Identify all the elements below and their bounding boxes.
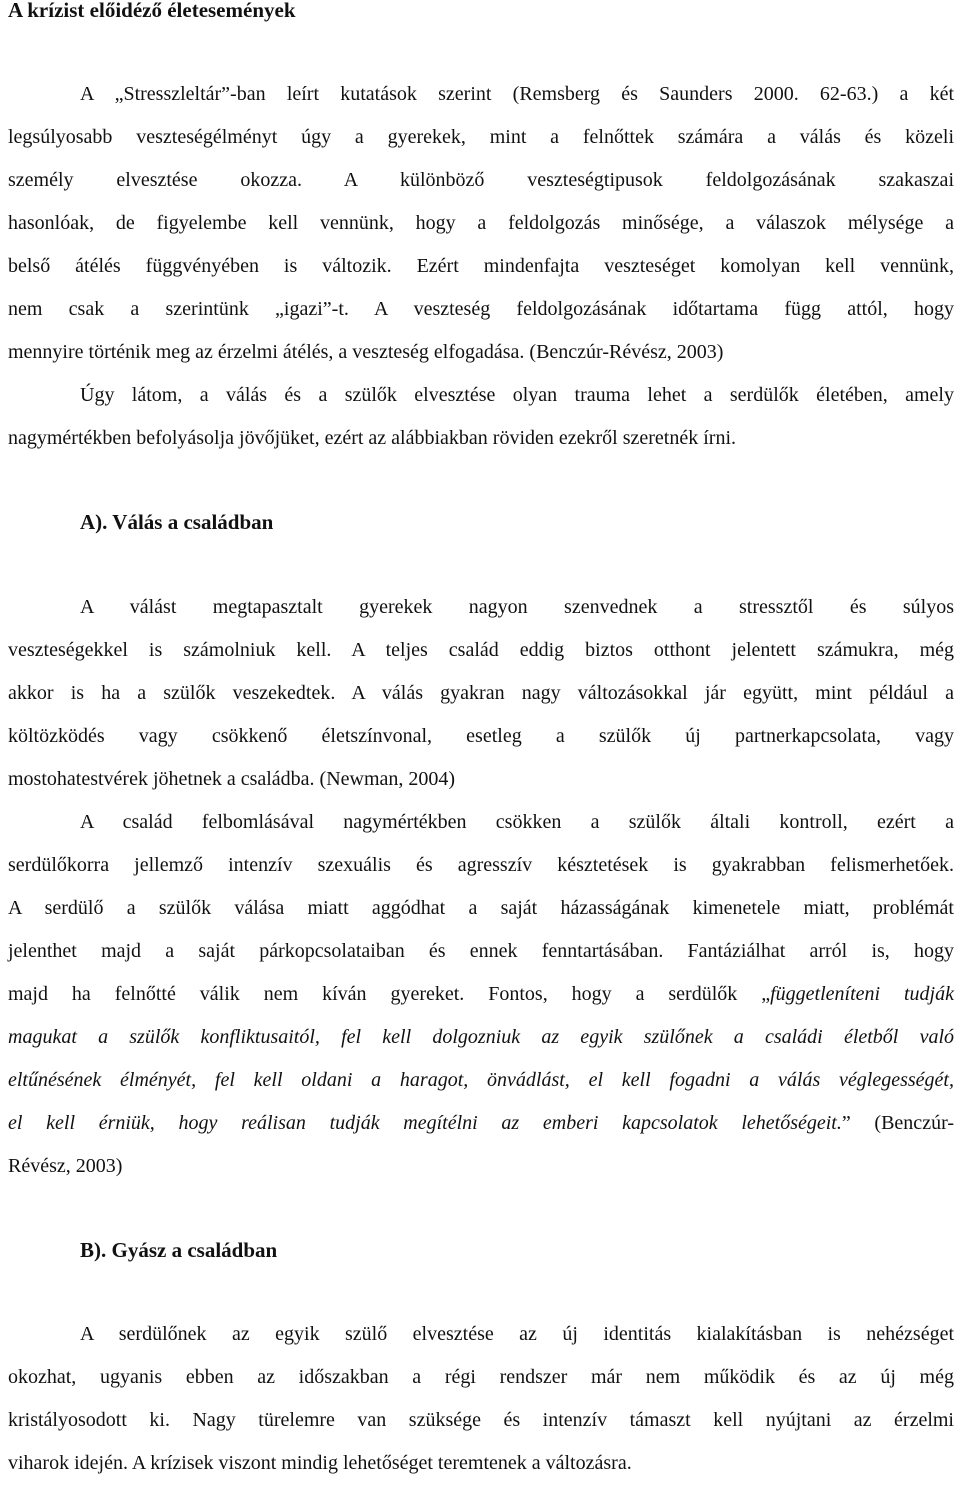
section-a-heading: [80, 509, 273, 535]
paragraph-1: [8, 73, 954, 374]
text-line: jelenthet majd a saját párkopcsolataiban és ennek fenntartásában. Fantáziálhat arról is, hogy: [8, 940, 954, 962]
text-line: hasonlóak, de figyelembe kell vennünk, hogy a feldolgozás minősége, a válaszok mélysége a: [8, 212, 954, 234]
text-line: veszteségekkel is számolniuk kell. A teljes család eddig biztos otthont jelentett számukra, még: [8, 639, 954, 661]
section-a-title: Válás a családban: [112, 510, 274, 534]
paragraph-4: [8, 801, 954, 1188]
text-line: belső átélés függvényében is változik. Ezért mindenfajta veszteséget komolyan kell vennünk,: [8, 255, 954, 277]
text-line: serdülőkorra jellemző intenzív szexuális és agresszív késztetések is gyakrabban felismerhetőek.: [8, 854, 954, 876]
section-b-title: Gyász a családban: [111, 1238, 278, 1262]
text-line: legsúlyosabb veszteségélményt úgy a gyerekek, mint a felnőttek számára a válás és közeli: [8, 126, 954, 148]
paragraph-5: [8, 1313, 954, 1485]
text-line: A „Stresszleltár”-ban leírt kutatások szerint (Remsberg és Saunders 2000. 62-63.) a két: [80, 83, 954, 105]
italic-quote: el kell érniük, hogy reálisan tudják megítélni az emberi kapcsolatok lehetőségeit.: [8, 1112, 842, 1134]
paragraph-3: [8, 586, 954, 801]
text-line: A család felbomlásával nagymértékben csökken a szülők általi kontroll, ezért a: [80, 811, 954, 833]
text-line: [8, 1059, 954, 1102]
text-line: A válást megtapasztalt gyerekek nagyon szenvednek a stressztől és súlyos: [80, 596, 954, 618]
text-line: viharok idején. A krízisek viszont mindig lehetőséget teremtenek a változásra.: [8, 1452, 632, 1474]
italic-quote: eltűnésének élményét, fel kell oldani a haragot, önvádlást, el kell fogadni a válás véglegességét,: [8, 1069, 954, 1091]
text-line: mostohatestvérek jöhetnek a családba. (Newman, 2004): [8, 768, 456, 790]
text-line: mennyire történik meg az érzelmi átélés, a veszteség elfogadása. (Benczúr-Révész, 2003): [8, 341, 724, 363]
text-line: nem csak a szerintünk „igazi”-t. A veszteség feldolgozásának időtartama függ attól, hogy: [8, 298, 954, 320]
text-line: Úgy látom, a válás és a szülők elvesztése olyan trauma lehet a serdülők életében, amely: [80, 384, 954, 406]
main-heading: A krízist előidéző életesemények: [8, 0, 296, 22]
text-line: el kell érniük, hogy reálisan tudják megítélni az emberi kapcsolatok lehetőségeit.” (Benczúr-: [8, 1112, 954, 1134]
text-line: Révész, 2003): [8, 1155, 123, 1177]
text-line: A serdülő a szülők válása miatt aggódhat a saját házasságának kimenetele miatt, problémát: [8, 897, 954, 919]
italic-quote: függetleníteni tudják: [770, 983, 954, 1005]
section-a-label: A).: [80, 510, 108, 534]
section-b-label: B).: [80, 1238, 107, 1262]
text-line: nagymértékben befolyásolja jövőjüket, ezért az alábbiakban röviden ezekről szeretnék írni.: [8, 427, 737, 449]
italic-quote: magukat a szülők konfliktusaitól, fel kell dolgozniuk az egyik szülőnek a családi életből való: [8, 1026, 954, 1048]
text-line: személy elvesztése okozza. A különböző veszteségtipusok feldolgozásának szakaszai: [8, 169, 954, 191]
text-line: kristályosodott ki. Nagy türelemre van szüksége és intenzív támaszt kell nyújtani az érzelmi: [8, 1409, 954, 1431]
paragraph-2: [8, 374, 954, 460]
text-line: költözködés vagy csökkenő életszínvonal, esetleg a szülők új partnerkapcsolata, vagy: [8, 725, 954, 747]
text-line: majd ha felnőtté válik nem kíván gyereket. Fontos, hogy a serdülők „függetleníteni tudják: [8, 983, 954, 1005]
text-line: akkor is ha a szülők veszekedtek. A válás gyakran nagy változásokkal jár együtt, mint például a: [8, 682, 954, 704]
section-b-heading: [80, 1237, 277, 1263]
text-line: A serdülőnek az egyik szülő elvesztése az új identitás kialakításban is nehézséget: [80, 1323, 954, 1345]
text-line: okozhat, ugyanis ebben az időszakban a régi rendszer már nem működik és az új még: [8, 1366, 954, 1388]
text-line: [8, 1016, 954, 1059]
